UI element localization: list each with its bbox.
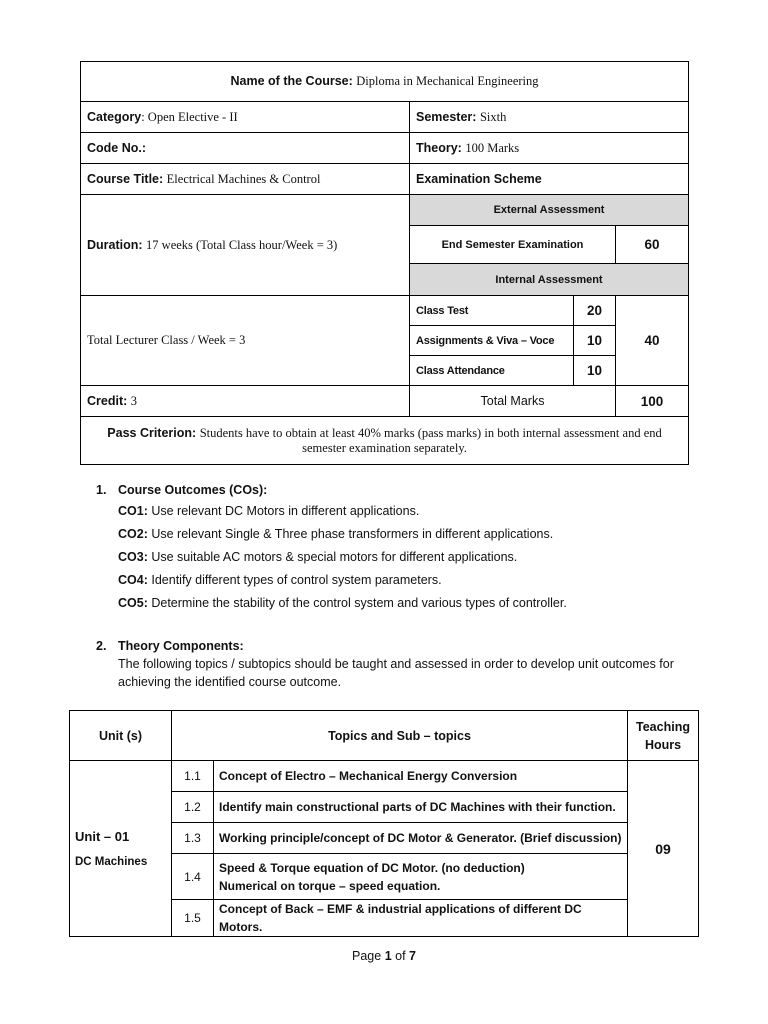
- theory-components-title: Theory Components:: [118, 639, 244, 653]
- course-outcome-label: CO2:: [118, 527, 148, 541]
- course-outcome-label: CO1:: [118, 504, 148, 518]
- internal-assessment-header: Internal Assessment: [410, 264, 689, 296]
- col-hours-line2: Hours: [644, 737, 682, 752]
- course-title-label: Course Title:: [87, 171, 164, 186]
- semester-value: Sixth: [479, 109, 507, 124]
- units-header-row: [70, 711, 699, 761]
- internal-total-marks: 40: [616, 296, 689, 386]
- page-current: 1: [384, 949, 392, 963]
- end-sem-exam-marks: 60: [616, 226, 689, 264]
- theory-components-heading: [96, 639, 244, 653]
- duration-value: 17 weeks (Total Class hour/Week = 3): [146, 237, 338, 252]
- theory-value: 100 Marks: [465, 140, 520, 155]
- theory-components-number: 2.: [96, 639, 107, 653]
- teaching-hours: 09: [628, 761, 699, 937]
- course-info-table: [80, 61, 689, 465]
- topic-line: Concept of Electro – Mechanical Energy Conversion: [219, 769, 518, 783]
- exam-scheme-label: Examination Scheme: [410, 164, 689, 195]
- course-outcomes-title: Course Outcomes (COs):: [118, 483, 268, 497]
- duration-label: Duration:: [87, 237, 143, 252]
- category-value: : Open Elective - II: [141, 109, 238, 124]
- theory-components-description: The following topics / subtopics should be taught and assessed in order to develop unit outcomes for achieving the identified course outcome.: [118, 657, 674, 689]
- course-outcome-item: [118, 523, 567, 546]
- course-name-value: Diploma in Mechanical Engineering: [356, 74, 539, 88]
- topic-text: [214, 761, 628, 792]
- pass-criterion-text: Students have to obtain at least 40% marks (pass marks) in both internal assessment and end semester examination separately.: [199, 425, 662, 455]
- unit-name: Unit – 01: [75, 829, 130, 844]
- credit-label: Credit:: [87, 393, 128, 408]
- topic-number: 1.1: [172, 761, 214, 792]
- course-name-cell: [81, 62, 689, 102]
- semester-label: Semester:: [416, 109, 477, 124]
- col-unit-header: Unit (s): [70, 711, 172, 761]
- topic-text: [214, 900, 628, 937]
- course-outcome-item: [118, 569, 567, 592]
- course-outcome-item: [118, 546, 567, 569]
- theory-cell: [410, 133, 689, 164]
- page-total: 7: [409, 949, 416, 963]
- duration-cell: [81, 195, 410, 296]
- total-marks-label: Total Marks: [410, 386, 616, 417]
- theory-label: Theory:: [416, 140, 462, 155]
- class-test-marks: 20: [574, 296, 616, 326]
- course-outcome-text: Use relevant Single & Three phase transformers in different applications.: [151, 527, 554, 541]
- topic-number: 1.3: [172, 823, 214, 854]
- course-outcome-item: [118, 500, 567, 523]
- col-topics-header: Topics and Sub – topics: [172, 711, 628, 761]
- assignments-label: Assignments & Viva – Voce: [410, 326, 574, 356]
- page-word: Page: [352, 949, 382, 963]
- course-title-cell: [81, 164, 410, 195]
- end-sem-exam-label: End Semester Examination: [410, 226, 616, 264]
- course-outcome-text: Determine the stability of the control system and various types of controller.: [151, 596, 567, 610]
- topic-number: 1.2: [172, 792, 214, 823]
- course-outcome-text: Use relevant DC Motors in different applications.: [151, 504, 420, 518]
- of-word: of: [395, 949, 406, 963]
- course-outcome-text: Identify different types of control system parameters.: [151, 573, 442, 587]
- topic-number: 1.4: [172, 854, 214, 900]
- code-label: Code No.:: [87, 141, 147, 155]
- course-outcome-item: [118, 592, 567, 615]
- category-label: Category: [87, 109, 142, 124]
- topic-text: [214, 792, 628, 823]
- course-outcome-text: Use suitable AC motors & special motors for different applications.: [151, 550, 518, 564]
- table-row: [70, 761, 699, 792]
- topic-line: Numerical on torque – speed equation.: [219, 878, 441, 893]
- course-outcomes-heading: [96, 483, 267, 497]
- course-name-label: Name of the Course:: [230, 74, 353, 88]
- course-outcomes-list: [118, 500, 567, 615]
- external-assessment-header: External Assessment: [410, 195, 689, 226]
- course-outcome-label: CO5:: [118, 596, 148, 610]
- unit-subtitle: DC Machines: [75, 856, 148, 868]
- category-cell: [81, 102, 410, 133]
- class-test-label: Class Test: [410, 296, 574, 326]
- course-title-value: Electrical Machines & Control: [166, 171, 321, 186]
- col-hours-line1: Teaching: [636, 719, 690, 734]
- topic-line: Working principle/concept of DC Motor & Generator. (Brief discussion): [219, 831, 622, 845]
- topic-text: [214, 854, 628, 900]
- page-footer: [0, 949, 768, 963]
- total-lecturer-cell: Total Lecturer Class / Week = 3: [81, 296, 410, 386]
- units-table: [69, 710, 699, 937]
- credit-cell: [81, 386, 410, 417]
- code-cell: [81, 133, 410, 164]
- credit-value: 3: [130, 393, 138, 408]
- topic-text: [214, 823, 628, 854]
- course-outcomes-number: 1.: [96, 483, 107, 497]
- assignments-marks: 10: [574, 326, 616, 356]
- pass-criterion-cell: [81, 417, 689, 465]
- course-outcome-label: CO4:: [118, 573, 148, 587]
- pass-criterion-label: Pass Criterion:: [107, 425, 197, 440]
- col-hours-header: [628, 711, 699, 761]
- topic-line: Identify main constructional parts of DC Machines with their function.: [219, 800, 616, 814]
- course-outcome-label: CO3:: [118, 550, 148, 564]
- total-marks-value: 100: [616, 386, 689, 417]
- unit-cell: [70, 761, 172, 937]
- topic-line: Concept of Back – EMF & industrial applications of different DC Motors.: [219, 902, 582, 934]
- attendance-label: Class Attendance: [410, 356, 574, 386]
- attendance-marks: 10: [574, 356, 616, 386]
- semester-cell: [410, 102, 689, 133]
- topic-number: 1.5: [172, 900, 214, 937]
- topic-line: Speed & Torque equation of DC Motor. (no deduction): [219, 860, 525, 875]
